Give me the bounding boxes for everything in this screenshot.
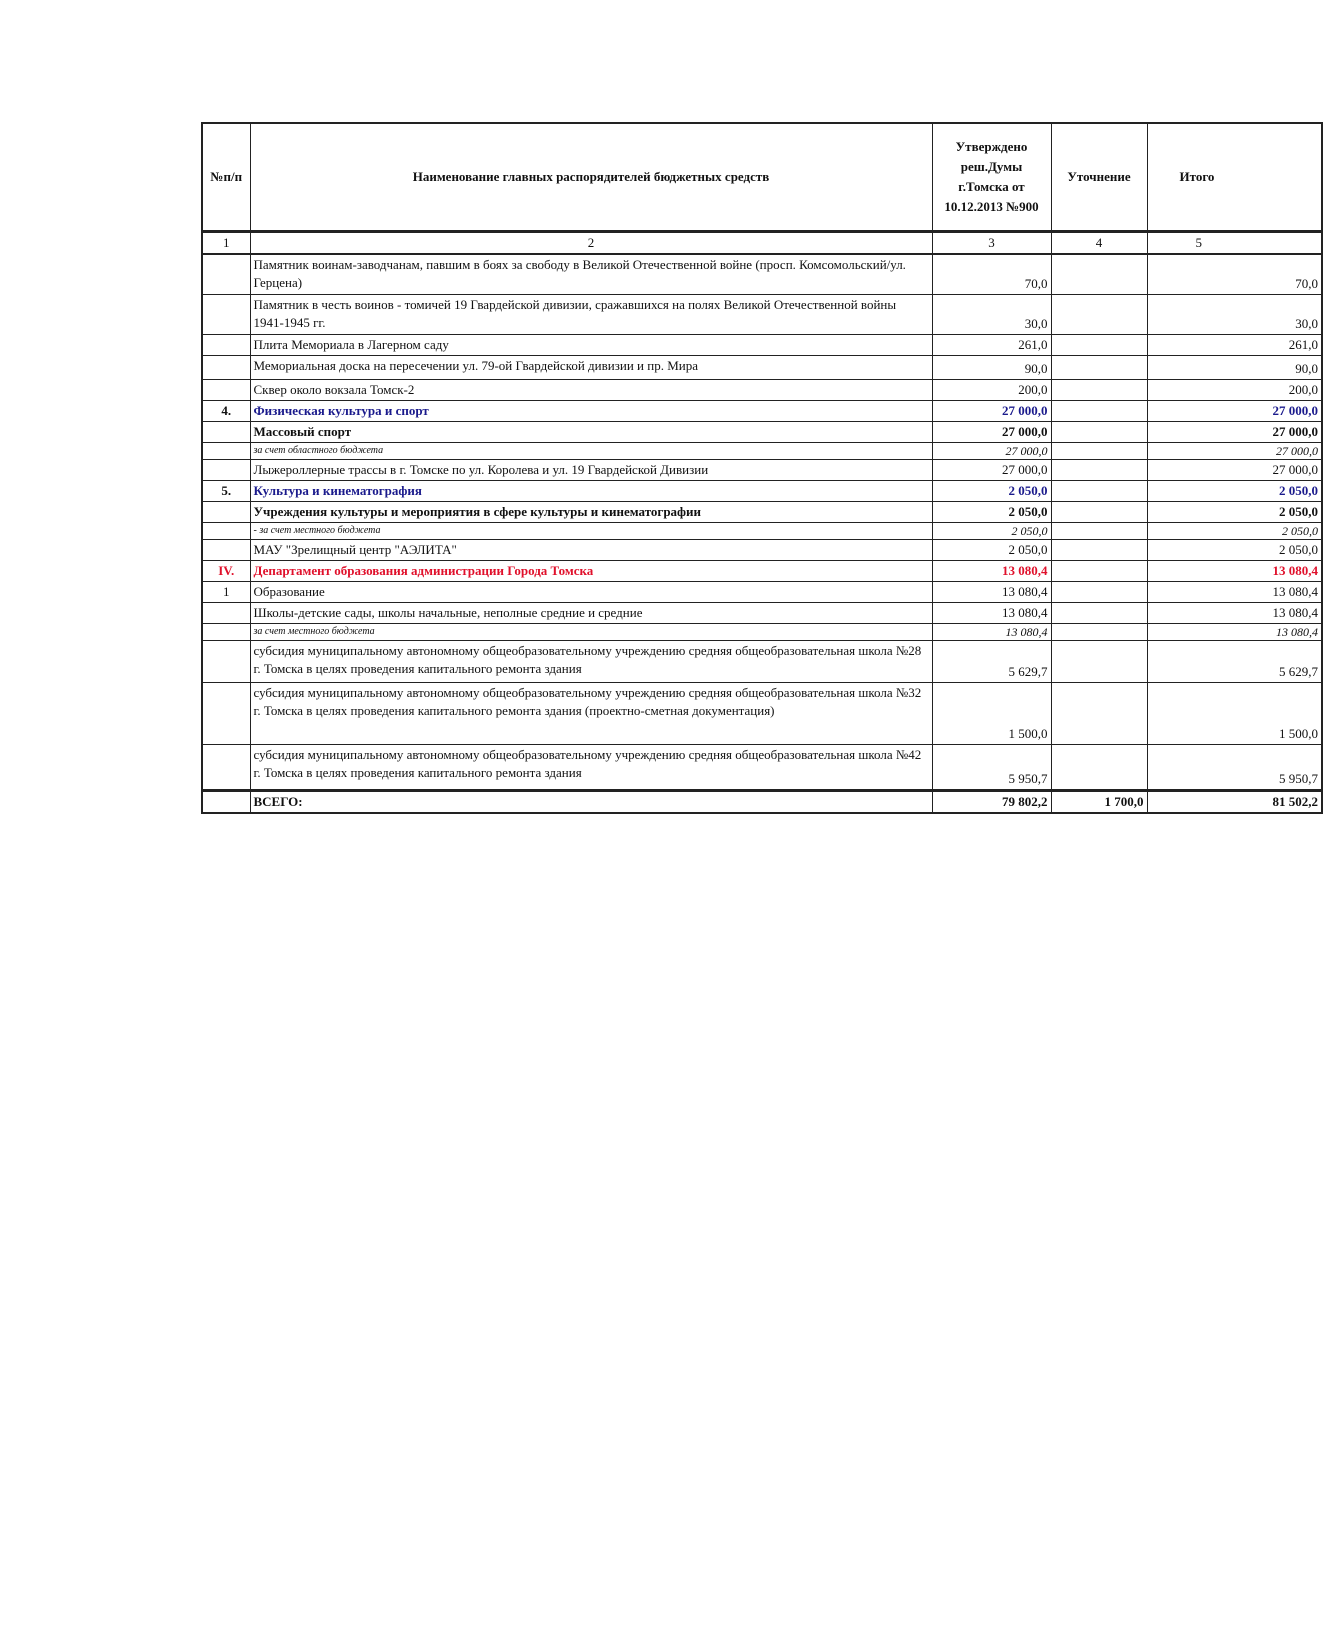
row-name: Сквер около вокзала Томск-2 bbox=[250, 379, 932, 400]
row-change bbox=[1051, 254, 1147, 294]
row-name: Мемориальная доска на пересечении ул. 79-ой Гвардейской дивизии и пр. Мира bbox=[250, 355, 932, 379]
row-total: 1 500,0 bbox=[1147, 682, 1322, 744]
row-name: Лыжероллерные трассы в г. Томске по ул. Королева и ул. 19 Гвардейской Дивизии bbox=[250, 459, 932, 480]
row-approved: 200,0 bbox=[932, 379, 1051, 400]
row-total: 200,0 bbox=[1147, 379, 1322, 400]
row-approved: 30,0 bbox=[932, 294, 1051, 334]
row-name: Памятник в честь воинов - томичей 19 Гвардейской дивизии, сражавшихся на полях Великой Отечественной войны 1941-1945 гг. bbox=[250, 294, 932, 334]
column-number: 4 bbox=[1051, 232, 1147, 255]
total-label: ВСЕГО: bbox=[250, 790, 932, 813]
row-approved: 27 000,0 bbox=[932, 459, 1051, 480]
row-number bbox=[202, 522, 250, 539]
header-approved: Утверждено реш.Думы г.Томска от 10.12.2013 №900 bbox=[932, 123, 1051, 232]
row-change bbox=[1051, 379, 1147, 400]
total-approved: 79 802,2 bbox=[932, 790, 1051, 813]
table-row bbox=[202, 379, 1322, 400]
row-change bbox=[1051, 602, 1147, 623]
table-row bbox=[202, 294, 1322, 334]
row-approved: 13 080,4 bbox=[932, 581, 1051, 602]
row-total: 27 000,0 bbox=[1147, 400, 1322, 421]
table-row bbox=[202, 442, 1322, 459]
row-number bbox=[202, 744, 250, 790]
row-total: 2 050,0 bbox=[1147, 480, 1322, 501]
row-total: 13 080,4 bbox=[1147, 623, 1322, 640]
row-change bbox=[1051, 682, 1147, 744]
row-change bbox=[1051, 560, 1147, 581]
table-row bbox=[202, 459, 1322, 480]
row-total: 5 950,7 bbox=[1147, 744, 1322, 790]
row-number bbox=[202, 294, 250, 334]
row-approved: 27 000,0 bbox=[932, 400, 1051, 421]
row-number bbox=[202, 355, 250, 379]
row-change bbox=[1051, 581, 1147, 602]
row-number bbox=[202, 254, 250, 294]
total-row bbox=[202, 790, 1322, 813]
total-change: 1 700,0 bbox=[1051, 790, 1147, 813]
column-number-row bbox=[202, 232, 1322, 255]
row-approved: 261,0 bbox=[932, 334, 1051, 355]
row-approved: 2 050,0 bbox=[932, 522, 1051, 539]
table-row bbox=[202, 623, 1322, 640]
row-number bbox=[202, 682, 250, 744]
row-approved: 27 000,0 bbox=[932, 421, 1051, 442]
row-approved: 2 050,0 bbox=[932, 501, 1051, 522]
row-change bbox=[1051, 640, 1147, 682]
row-change bbox=[1051, 522, 1147, 539]
row-number bbox=[202, 421, 250, 442]
row-approved: 27 000,0 bbox=[932, 442, 1051, 459]
row-name: Культура и кинематография bbox=[250, 480, 932, 501]
row-name: Школы-детские сады, школы начальные, неполные средние и средние bbox=[250, 602, 932, 623]
total-total: 81 502,2 bbox=[1147, 790, 1322, 813]
row-change bbox=[1051, 480, 1147, 501]
row-total: 2 050,0 bbox=[1147, 522, 1322, 539]
row-change bbox=[1051, 355, 1147, 379]
header-row bbox=[202, 123, 1322, 232]
row-number bbox=[202, 602, 250, 623]
row-name: МАУ "Зрелищный центр "АЭЛИТА" bbox=[250, 539, 932, 560]
row-name: Физическая культура и спорт bbox=[250, 400, 932, 421]
row-total: 5 629,7 bbox=[1147, 640, 1322, 682]
row-change bbox=[1051, 421, 1147, 442]
column-number: 5 bbox=[1147, 232, 1322, 255]
row-total: 27 000,0 bbox=[1147, 459, 1322, 480]
row-approved: 90,0 bbox=[932, 355, 1051, 379]
row-approved: 13 080,4 bbox=[932, 623, 1051, 640]
row-number bbox=[202, 623, 250, 640]
row-change bbox=[1051, 744, 1147, 790]
row-total: 90,0 bbox=[1147, 355, 1322, 379]
table-row bbox=[202, 334, 1322, 355]
row-name: за счет местного бюджета bbox=[250, 623, 932, 640]
row-change bbox=[1051, 459, 1147, 480]
budget-table-sheet bbox=[201, 122, 1318, 814]
table-row bbox=[202, 421, 1322, 442]
row-total: 2 050,0 bbox=[1147, 539, 1322, 560]
row-name: за счет областного бюджета bbox=[250, 442, 932, 459]
section-row bbox=[202, 400, 1322, 421]
row-number bbox=[202, 459, 250, 480]
table-row bbox=[202, 501, 1322, 522]
row-name: Департамент образования администрации Города Томска bbox=[250, 560, 932, 581]
row-change bbox=[1051, 400, 1147, 421]
row-number: IV. bbox=[202, 560, 250, 581]
row-number: 4. bbox=[202, 400, 250, 421]
row-name: Образование bbox=[250, 581, 932, 602]
header-change: Уточнение bbox=[1051, 123, 1147, 232]
row-total: 27 000,0 bbox=[1147, 442, 1322, 459]
row-total: 13 080,4 bbox=[1147, 581, 1322, 602]
row-name: Учреждения культуры и мероприятия в сфере культуры и кинематографии bbox=[250, 501, 932, 522]
row-number: 5. bbox=[202, 480, 250, 501]
total-number bbox=[202, 790, 250, 813]
section-row bbox=[202, 480, 1322, 501]
table-row bbox=[202, 254, 1322, 294]
row-total: 30,0 bbox=[1147, 294, 1322, 334]
row-name: - за счет местного бюджета bbox=[250, 522, 932, 539]
row-name: Массовый спорт bbox=[250, 421, 932, 442]
row-approved: 5 950,7 bbox=[932, 744, 1051, 790]
header-total: Итого bbox=[1147, 123, 1322, 232]
row-approved: 1 500,0 bbox=[932, 682, 1051, 744]
header-name: Наименование главных распорядителей бюджетных средств bbox=[250, 123, 932, 232]
row-change bbox=[1051, 623, 1147, 640]
table-row bbox=[202, 539, 1322, 560]
row-name: субсидия муниципальному автономному общеобразовательному учреждению средняя общеобразовательная школа №28 г. Томска в целях проведения капитального ремонта здания bbox=[250, 640, 932, 682]
row-change bbox=[1051, 334, 1147, 355]
row-number bbox=[202, 334, 250, 355]
row-change bbox=[1051, 539, 1147, 560]
table-row bbox=[202, 602, 1322, 623]
table-row bbox=[202, 640, 1322, 682]
row-approved: 13 080,4 bbox=[932, 602, 1051, 623]
table-row bbox=[202, 744, 1322, 790]
row-total: 70,0 bbox=[1147, 254, 1322, 294]
budget-table bbox=[201, 122, 1323, 814]
row-approved: 2 050,0 bbox=[932, 539, 1051, 560]
row-name: субсидия муниципальному автономному общеобразовательному учреждению средняя общеобразовательная школа №42 г. Томска в целях проведения капитального ремонта здания bbox=[250, 744, 932, 790]
table-row bbox=[202, 522, 1322, 539]
row-name: Плита Мемориала в Лагерном саду bbox=[250, 334, 932, 355]
row-change bbox=[1051, 442, 1147, 459]
header-num: №п/п bbox=[202, 123, 250, 232]
row-number bbox=[202, 379, 250, 400]
department-row bbox=[202, 560, 1322, 581]
table-row bbox=[202, 581, 1322, 602]
row-approved: 5 629,7 bbox=[932, 640, 1051, 682]
row-number bbox=[202, 539, 250, 560]
row-total: 13 080,4 bbox=[1147, 602, 1322, 623]
row-number bbox=[202, 640, 250, 682]
row-approved: 13 080,4 bbox=[932, 560, 1051, 581]
table-row bbox=[202, 355, 1322, 379]
table-row bbox=[202, 682, 1322, 744]
row-total: 13 080,4 bbox=[1147, 560, 1322, 581]
row-total: 27 000,0 bbox=[1147, 421, 1322, 442]
column-number: 2 bbox=[250, 232, 932, 255]
column-number: 1 bbox=[202, 232, 250, 255]
row-number bbox=[202, 501, 250, 522]
column-number: 3 bbox=[932, 232, 1051, 255]
row-approved: 2 050,0 bbox=[932, 480, 1051, 501]
row-name: Памятник воинам-заводчанам, павшим в боях за свободу в Великой Отечественной войне (просп. Комсомольский/ул. Герцена) bbox=[250, 254, 932, 294]
row-approved: 70,0 bbox=[932, 254, 1051, 294]
row-name: субсидия муниципальному автономному общеобразовательному учреждению средняя общеобразовательная школа №32 г. Томска в целях проведения капитального ремонта здания (проектно-сметная документация) bbox=[250, 682, 932, 744]
row-number bbox=[202, 442, 250, 459]
row-change bbox=[1051, 501, 1147, 522]
row-change bbox=[1051, 294, 1147, 334]
row-total: 261,0 bbox=[1147, 334, 1322, 355]
row-total: 2 050,0 bbox=[1147, 501, 1322, 522]
row-number: 1 bbox=[202, 581, 250, 602]
